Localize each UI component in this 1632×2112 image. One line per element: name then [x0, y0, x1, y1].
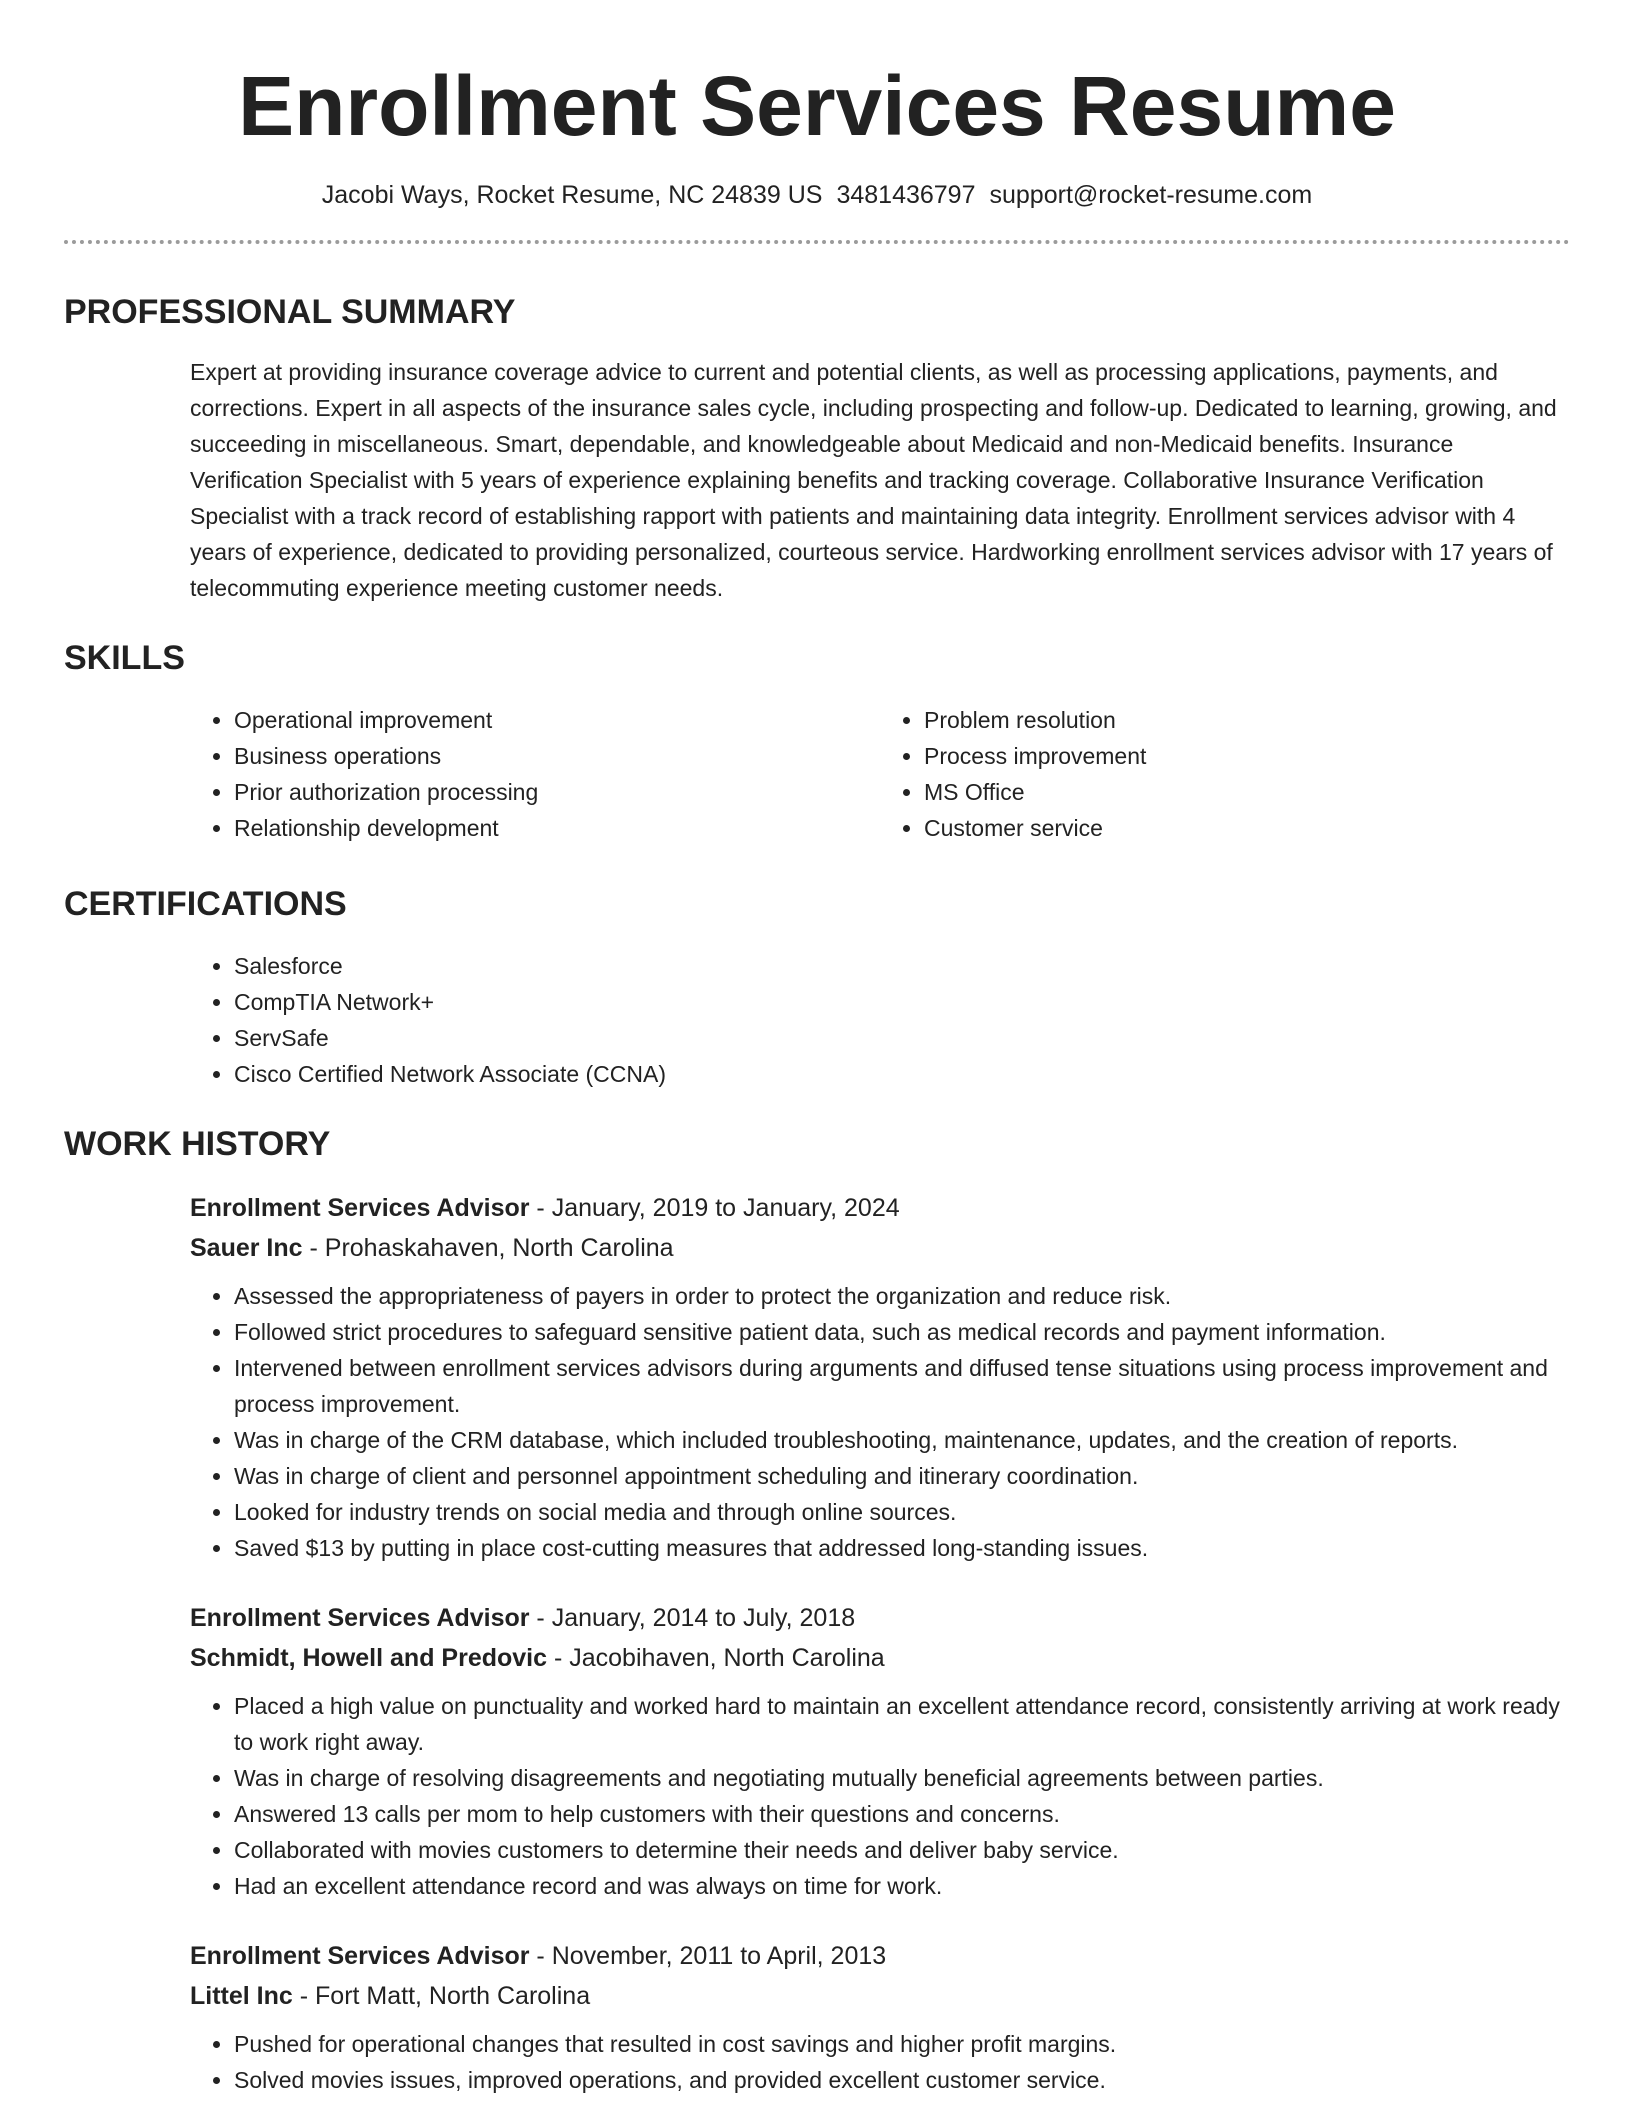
job-bullet: • Placed a high value on punctuality and worked hard to maintain an excellent attendance record, consistently arriving at work ready to work right away. [234, 1688, 1570, 1760]
job-bullet: • Was in charge of client and personnel appointment scheduling and itinerary coordination. [234, 1458, 1570, 1494]
job-title: Enrollment Services Advisor [190, 1942, 530, 1970]
job-bullets [190, 1688, 1570, 1904]
contact-line [64, 180, 1570, 210]
contact-address: Jacobi Ways, Rocket Resume, NC 24839 US [321, 181, 823, 209]
certification-item: • Cisco Certified Network Associate (CCNA) [234, 1056, 1570, 1092]
job-bullet: • Followed strict procedures to safeguard sensitive patient data, such as medical records and payment information. [234, 1314, 1570, 1350]
job-bullet: • Intervened between enrollment services advisors during arguments and diffused tense situations using process improvement and process improvement. [234, 1350, 1570, 1422]
job-bullet: • Had an excellent attendance record and was always on time for work. [234, 1868, 1570, 1904]
skill-item: • Problem resolution [924, 702, 1570, 738]
job-bullet: • Was in charge of the CRM database, which included troubleshooting, maintenance, updates, and the creation of reports. [234, 1422, 1570, 1458]
job-bullet: • Saved $13 by putting in place cost-cutting measures that addressed long-standing issues. [234, 1530, 1570, 1566]
job-bullet: • Solved movies issues, improved operations, and provided excellent customer service. [234, 2062, 1570, 2098]
job-company-line [190, 1638, 1570, 1678]
skill-item: • Customer service [924, 810, 1570, 846]
job-bullet: • Answered 13 calls per mom to help customers with their questions and concerns. [234, 1796, 1570, 1832]
job-bullet: • Collaborated with movies customers to determine their needs and deliver baby service. [234, 1832, 1570, 1868]
job-location: - Fort Matt, North Carolina [292, 1982, 591, 2010]
certifications-heading: CERTIFICATIONS [64, 885, 347, 923]
job-title-line [190, 1936, 1570, 1976]
certifications-bullets [190, 948, 1570, 1092]
resume-page [64, 0, 1570, 2098]
certifications-list [190, 948, 1570, 1092]
job-company-line [190, 1228, 1570, 1268]
work-history-heading: WORK HISTORY [64, 1125, 331, 1163]
skill-item: • Prior authorization processing [234, 774, 880, 810]
job-bullet: • Was in charge of resolving disagreements and negotiating mutually beneficial agreements between parties. [234, 1760, 1570, 1796]
job-location: - Prohaskahaven, North Carolina [302, 1234, 674, 1262]
job-title: Enrollment Services Advisor [190, 1194, 530, 1222]
job-bullets [190, 1278, 1570, 1566]
job-bullets [190, 2026, 1570, 2098]
job-location: - Jacobihaven, North Carolina [547, 1644, 885, 1672]
skills-column-left [190, 702, 880, 846]
job-dates: - January, 2019 to January, 2024 [529, 1194, 900, 1222]
job-company: Littel Inc [190, 1982, 293, 2010]
job-bullet: • Looked for industry trends on social media and through online sources. [234, 1494, 1570, 1530]
skill-item: • Business operations [234, 738, 880, 774]
job-entry [190, 1188, 1570, 1566]
skills-column-right [880, 702, 1570, 846]
job-company: Sauer Inc [190, 1234, 303, 1262]
job-entry [190, 1936, 1570, 2098]
certification-item: • ServSafe [234, 1020, 1570, 1056]
skills-list [190, 702, 1570, 846]
resume-title: Enrollment Services Resume [238, 59, 1396, 153]
contact-email: support@rocket-resume.com [989, 181, 1313, 209]
summary-heading: PROFESSIONAL SUMMARY [64, 293, 516, 331]
job-title-line [190, 1598, 1570, 1638]
job-entry [190, 1598, 1570, 1904]
job-title: Enrollment Services Advisor [190, 1604, 530, 1632]
certification-item: • Salesforce [234, 948, 1570, 984]
job-bullet: • Pushed for operational changes that resulted in cost savings and higher profit margins. [234, 2026, 1570, 2062]
contact-phone: 3481436797 [836, 181, 976, 209]
job-dates: - November, 2011 to April, 2013 [529, 1942, 887, 1970]
summary-text: Expert at providing insurance coverage advice to current and potential clients, as well as processing applications, payments, and corrections. Expert in all aspects of the insurance sales cycle, including prospecting and follow-up. Dedicated to learning, growing, and succeeding in miscellaneous. Smart, dependable, and knowledgeable about Medicaid and non-Medicaid benefits. Insurance Verification Specialist with 5 years of experience explaining benefits and tracking coverage. Collaborative Insurance Verification Specialist with a track record of establishing rapport with patients and maintaining data integrity. Enrollment services advisor with 4 years of experience, dedicated to providing personalized, courteous service. Hardworking enrollment services advisor with 17 years of telecommuting experience meeting customer needs. [190, 359, 1557, 601]
skills-heading: SKILLS [64, 639, 185, 677]
job-title-line [190, 1188, 1570, 1228]
skill-item: • Process improvement [924, 738, 1570, 774]
job-company-line [190, 1976, 1570, 2016]
job-company: Schmidt, Howell and Predovic [190, 1644, 548, 1672]
certification-item: • CompTIA Network+ [234, 984, 1570, 1020]
skill-item: • Relationship development [234, 810, 880, 846]
skill-item: • Operational improvement [234, 702, 880, 738]
header-divider [64, 240, 1570, 244]
skill-item: • MS Office [924, 774, 1570, 810]
job-dates: - January, 2014 to July, 2018 [529, 1604, 856, 1632]
job-bullet: • Assessed the appropriateness of payers in order to protect the organization and reduce risk. [234, 1278, 1570, 1314]
